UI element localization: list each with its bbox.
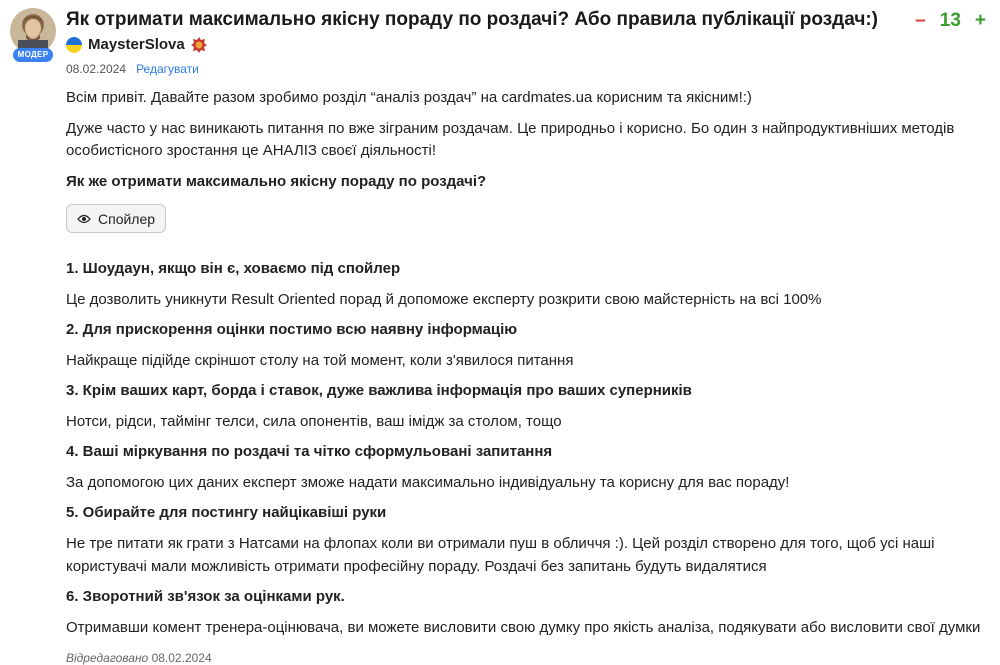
moderator-badge: МОДЕР: [13, 48, 53, 62]
rule-heading: 3. Крім ваших карт, борда і ставок, дуже важлива інформація про ваших суперників: [66, 382, 692, 399]
rule-text: Це дозволить уникнути Result Oriented порад й допоможе експерту розкрити свою майстерність на всі 100%: [66, 291, 822, 308]
edit-link[interactable]: Редагувати: [136, 62, 199, 76]
avatar[interactable]: [8, 8, 58, 60]
rule-item: [66, 258, 986, 311]
edited-note: [66, 651, 212, 665]
rule-heading: 2. Для прискорення оцінки постимо всю наявну інформацію: [66, 321, 518, 338]
post-date: 08.02.2024: [66, 62, 127, 76]
vote-count: 13: [939, 10, 961, 31]
rule-item: [66, 441, 986, 494]
rule-heading: 4. Ваші міркування по роздачі та чітко сформульовані запитання: [66, 443, 553, 460]
spoiler-label: Спойлер: [98, 210, 156, 227]
rank-badge-icon: [191, 37, 207, 53]
question-heading: Як же отримати максимально якісну пораду по роздачі?: [66, 173, 487, 190]
spoiler-button[interactable]: [66, 204, 166, 233]
rule-text: Не тре питати як грати з Натсами на флопах коли ви отримали пуш в обличчя :). Цей розділ створено для того, щоб усі наші користувачі мали можливість отримати професійну пораду. Роздачі без запитань будуть видалятися: [66, 535, 935, 575]
post-meta: [66, 62, 199, 76]
rule-text: Найкраще підійде скріншот столу на той момент, коли з'явилося питання: [66, 352, 574, 369]
rules-list: [66, 258, 986, 647]
rule-item: [66, 586, 986, 639]
edited-label: Відредаговано: [66, 651, 149, 665]
downvote-button[interactable]: –: [915, 10, 926, 31]
intro-paragraph: Всім привіт. Давайте разом зробимо розділ “аналіз роздач” на cardmates.ua корисним та якісним!:): [66, 89, 752, 106]
rule-text: За допомогою цих даних експерт зможе надати максимально індивідуальну та корисну для вас пораду!: [66, 474, 790, 491]
ukraine-flag-icon: [66, 37, 82, 53]
author-name[interactable]: MaysterSlova: [88, 36, 185, 53]
rule-heading: 5. Обирайте для постингу найцікавіші руки: [66, 504, 387, 521]
motivation-paragraph: Дуже часто у нас виникають питання по вже зіграним роздачам. Це природньо і корисно. Бо один з найпродуктивніших методів особистісного зростання це АНАЛІЗ своєї діяльності!: [66, 120, 955, 159]
upvote-button[interactable]: +: [974, 10, 986, 31]
author-line: [66, 36, 207, 53]
post-title: Як отримати максимально якісну пораду по роздачі? Або правила публікації роздач:): [66, 9, 879, 30]
rule-heading: 1. Шоудаун, якщо він є, ховаємо під спойлер: [66, 260, 401, 277]
post-body: [66, 87, 986, 233]
rule-text: Нотси, рідси, таймінг телси, сила опонентів, ваш імідж за столом, тощо: [66, 413, 562, 430]
vote-widget: [915, 10, 986, 32]
rule-item: [66, 319, 986, 372]
rule-item: [66, 502, 986, 578]
eye-icon: [77, 208, 91, 230]
rule-heading: 6. Зворотний зв'язок за оцінками рук.: [66, 588, 345, 605]
rule-text: Отримавши комент тренера-оцінювача, ви можете висловити свою думку про якість аналіза, подякувати або висловити свої думки: [66, 619, 981, 636]
edited-date: 08.02.2024: [151, 651, 212, 665]
rule-item: [66, 380, 986, 433]
